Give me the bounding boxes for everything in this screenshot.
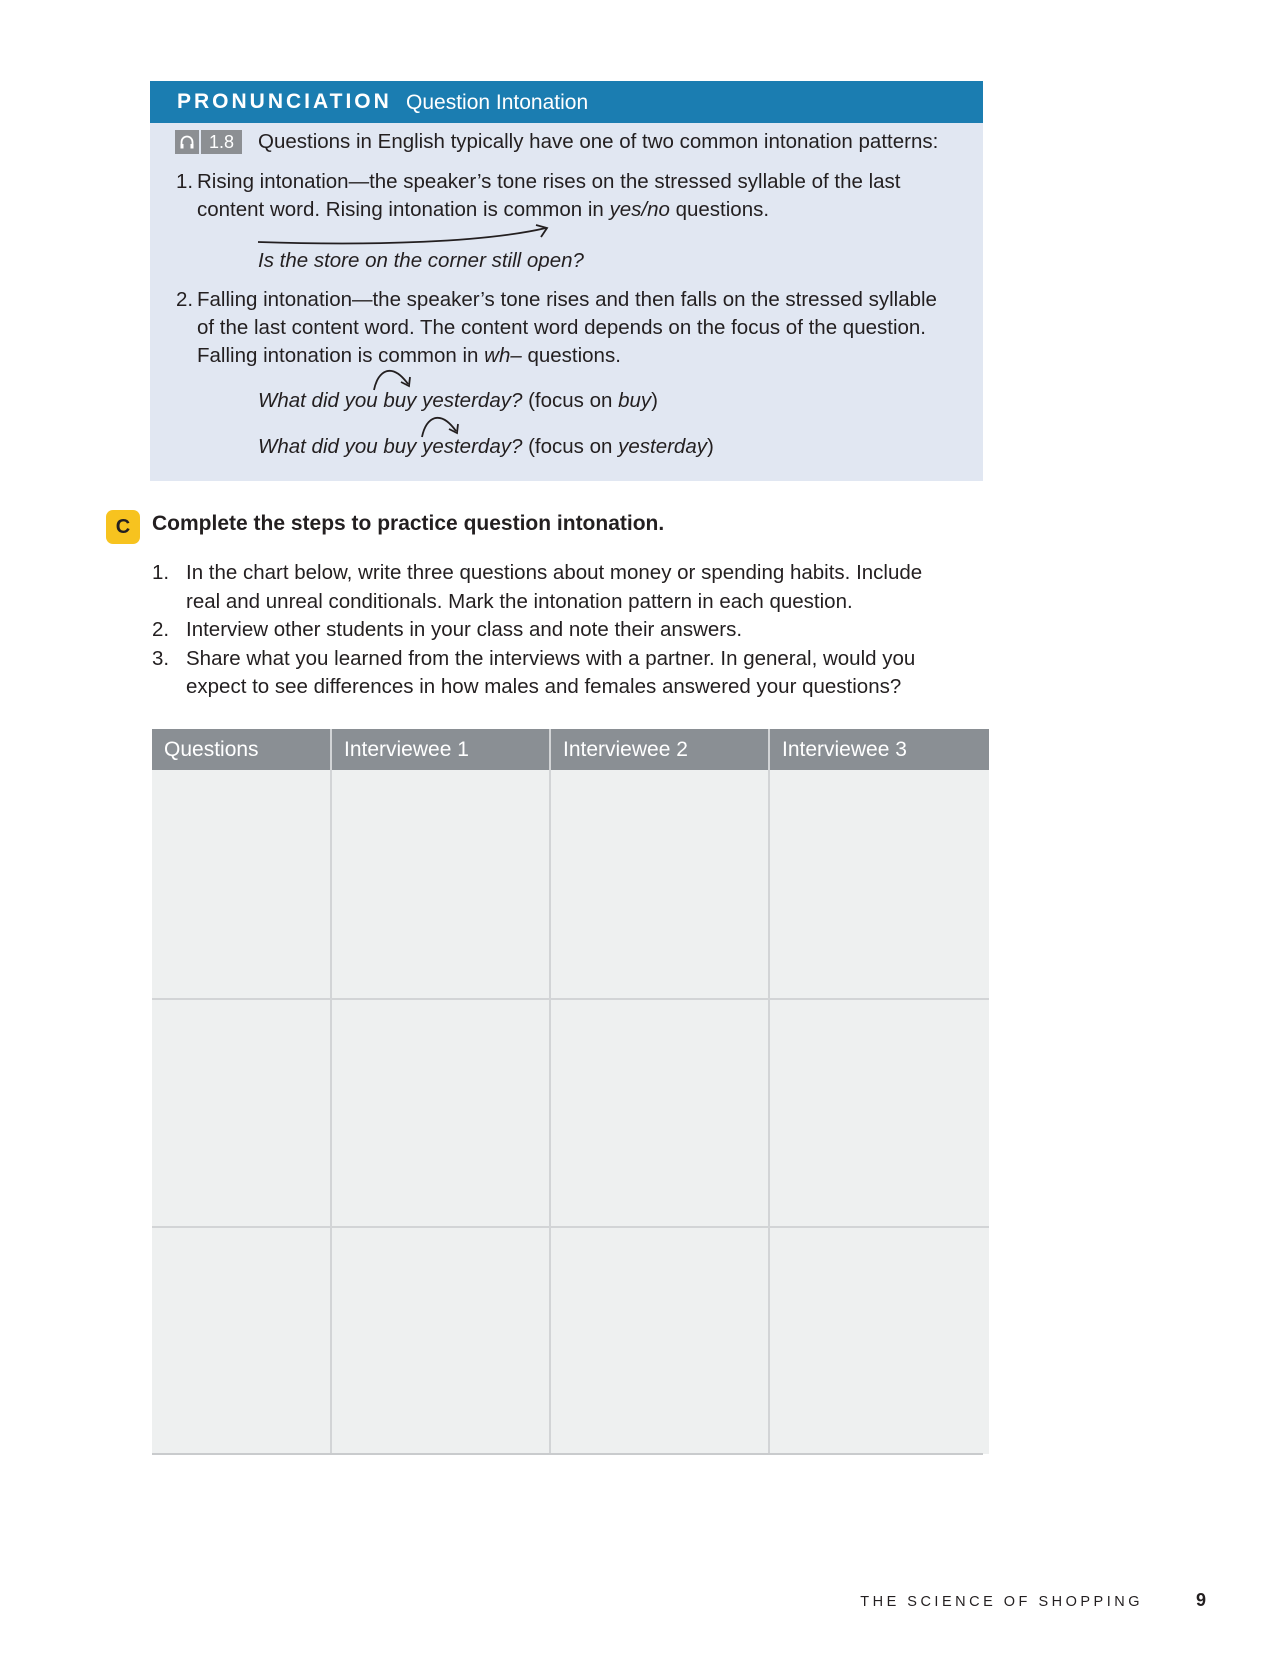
rising-line-1: Rising intonation—the speaker’s tone rises on the stressed syllable of the last [197, 170, 901, 193]
step-line: Share what you learned from the interviews with a partner. In general, would you [186, 646, 916, 670]
chart-header-interviewee-1: Interviewee 1 [332, 729, 549, 770]
falling-example-2-focus: yesterday [618, 435, 707, 458]
rising-example-text: Is the store on the corner still open? [258, 249, 584, 272]
chart-cell-answer[interactable] [332, 770, 549, 998]
activity-step [152, 616, 922, 645]
falling-example-2 [258, 435, 714, 459]
chart-cell-answer[interactable] [551, 770, 768, 998]
falling-example-1-focus: buy [618, 389, 652, 412]
falling-example-1-question: What did you buy yesterday? [258, 389, 523, 412]
step-line: expect to see differences in how males and females answered your questions? [186, 675, 902, 698]
activity-instruction: Complete the steps to practice question intonation. [152, 512, 665, 535]
falling-line-3-post: questions. [521, 344, 621, 367]
chart-header-interviewee-2: Interviewee 2 [551, 729, 768, 770]
step-line: real and unreal conditionals. Mark the intonation pattern in each question. [186, 589, 853, 613]
chart-cell-answer[interactable] [770, 1226, 989, 1454]
falling-example-1-pre: (focus on [522, 389, 619, 412]
falling-example-1-post: ) [651, 389, 658, 412]
chart-cell-answer[interactable] [332, 998, 549, 1226]
rising-line-2-post: questions. [669, 198, 770, 221]
pronunciation-label: PRONUNCIATION [177, 90, 392, 113]
activity-step [152, 645, 922, 702]
rising-arrow-icon [256, 222, 556, 252]
pronunciation-header [150, 81, 983, 123]
falling-example-2-post: ) [706, 435, 714, 458]
step-line: Interview other students in your class and note their answers. [186, 618, 743, 641]
interview-chart [152, 729, 983, 1454]
falling-example-2-question: What did you buy yesterday? [258, 435, 523, 458]
pronunciation-intro: Questions in English typically have one of two common intonation patterns: [258, 130, 939, 153]
chart-cell-answer[interactable] [332, 1226, 549, 1454]
chart-cell-answer[interactable] [551, 1226, 768, 1454]
pronunciation-topic: Question Intonation [406, 91, 589, 114]
step-line: In the chart below, write three questions about money or spending habits. Include [186, 561, 923, 584]
pronunciation-box [150, 81, 983, 481]
chart-cell-question-2[interactable] [152, 998, 330, 1226]
audio-track-button[interactable] [175, 130, 242, 154]
chart-cell-answer[interactable] [770, 998, 989, 1226]
step-number: 1. [152, 561, 170, 584]
activity-step [152, 559, 922, 616]
rising-intonation-rule [176, 168, 900, 224]
falling-example-2-pre: (focus on [522, 435, 619, 458]
footer-unit-title: THE SCIENCE OF SHOPPING [860, 1594, 1143, 1610]
rising-line-2-pre: content word. Rising intonation is common in [197, 198, 610, 221]
chart-cell-question-1[interactable] [152, 770, 330, 998]
falling-line-2: of the last content word. The content word depends on the focus of the question. [197, 316, 926, 339]
chart-cell-answer[interactable] [770, 770, 989, 998]
step-number: 2. [152, 618, 170, 641]
activity-letter-badge: C [106, 510, 140, 544]
falling-line-3-pre: Falling intonation is common in [197, 344, 485, 367]
chart-cell-answer[interactable] [551, 998, 768, 1226]
audio-track-number: 1.8 [201, 130, 242, 154]
chart-header-interviewee-3: Interviewee 3 [770, 729, 989, 770]
page-number: 9 [1196, 1590, 1207, 1610]
falling-intonation-rule [176, 286, 937, 370]
chart-header-questions: Questions [152, 729, 330, 770]
falling-line-1: Falling intonation—the speaker’s tone rises and then falls on the stressed syllable [197, 288, 937, 311]
falling-line-3-em: wh– [484, 344, 522, 367]
activity-steps [152, 559, 922, 702]
falling-number: 2. [176, 288, 194, 311]
headphones-icon [175, 130, 199, 154]
rising-line-2-em: yes/no [609, 198, 670, 221]
chart-bottom-border [152, 1453, 983, 1455]
chart-cell-question-3[interactable] [152, 1226, 330, 1454]
rising-example [258, 249, 584, 273]
rising-number: 1. [176, 170, 194, 193]
step-number: 3. [152, 646, 170, 670]
